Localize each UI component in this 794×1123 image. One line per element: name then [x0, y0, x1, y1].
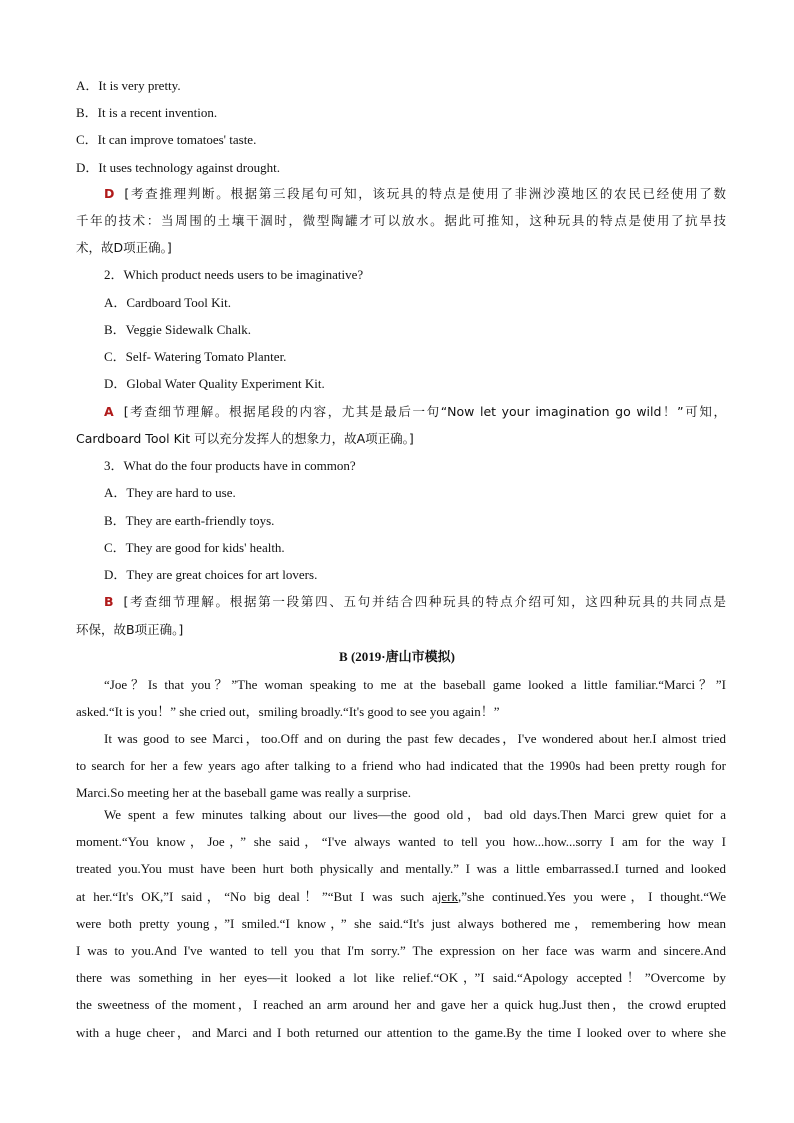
q2-option-d: D．Global Water Quality Experiment Kit. [104, 376, 325, 391]
passage-line-5: Marci.So meeting her at the baseball game was really a surprise. [76, 785, 411, 800]
q3-option-b: B．They are earth-friendly toys. [104, 513, 275, 528]
passage-line-1: “Joe？Is that you？”The woman speaking to me at the baseball game looked a little familiar.“Marci？”I [104, 677, 726, 692]
q3-option-c: C．They are good for kids' health. [104, 540, 285, 555]
q2-answer-letter: A [104, 404, 114, 419]
passage-line-9-start: at her.“It's OK,”I said，“No big deal！”“But I was such a [76, 889, 438, 904]
passage-line-3: It was good to see Marci，too.Off and on during the past few decades，I've wondered about her.I almost tried [104, 731, 726, 746]
q2-explanation-line1 [104, 403, 726, 421]
passage-line-11: I was to you.And I've wanted to tell you that I'm sorry.” The expression on her face was warm and sincere.And [76, 943, 726, 958]
passage-line-9-end: ,”she continued.Yes you were，I thought.“We [457, 889, 726, 904]
q3-explanation-text: [考查细节理解。根据第一段第四、五句并结合四种玩具的特点介绍可知，这四种玩具的共同点是 [123, 594, 726, 609]
q2-explanation-line2: Cardboard Tool Kit 可以充分发挥人的想象力，故A项正确。] [76, 431, 414, 446]
q3-explanation-line1 [104, 593, 726, 611]
q2-question: 2．Which product needs users to be imaginative? [104, 267, 364, 282]
q1-explanation-line3: 术，故D项正确。] [76, 240, 172, 255]
q2-option-b: B．Veggie Sidewalk Chalk. [104, 322, 251, 337]
q1-explanation-line2: 千年的技术：当周围的土壤干涸时，微型陶罐才可以放水。据此可推知，这种玩具的特点是使用了抗旱技 [76, 213, 726, 228]
passage-line-13: the sweetness of the moment，I reached an arm around her and gave her a quick hug.Just then，the crowd erupted [76, 997, 726, 1012]
q3-option-a: A．They are hard to use. [104, 485, 236, 500]
passage-line-8: treated you.You must have been hurt both physically and mentally.” I was a little embarrassed.I turned and looked [76, 861, 726, 876]
q2-explanation-text: [考查细节理解。根据尾段的内容，尤其是最后一句“Now let your imagination go wild！”可知， [123, 404, 726, 419]
q1-option-d: D．It uses technology against drought. [76, 160, 280, 175]
passage-line-9 [76, 888, 726, 906]
q3-answer-letter: B [104, 594, 114, 609]
section-b-heading: B (2019·唐山市模拟) [339, 649, 455, 664]
q3-question: 3．What do the four products have in common? [104, 458, 356, 473]
q1-option-a: A．It is very pretty. [76, 78, 181, 93]
q1-explanation-line1 [104, 185, 726, 203]
passage-line-14: with a huge cheer，and Marci and I both returned our attention to the game.By the time I looked over to where she [76, 1025, 726, 1040]
passage-line-10: were both pretty young，”I smiled.“I know，” she said.“It's just always bothered me，remembering how mean [76, 916, 726, 931]
q2-option-c: C．Self- Watering Tomato Planter. [104, 349, 287, 364]
q1-answer-letter: D [104, 186, 115, 201]
q2-option-a: A．Cardboard Tool Kit. [104, 295, 232, 310]
passage-line-6: We spent a few minutes talking about our lives—the good old，bad old days.Then Marci grew quiet for a [104, 807, 726, 822]
passage-line-12: there was something in her eyes—it looked a lot like relief.“OK，”I said.“Apology accepted！”Overcome by [76, 970, 726, 985]
q1-option-b: B．It is a recent invention. [76, 105, 218, 120]
q3-explanation-line2: 环保，故B项正确。] [76, 622, 184, 637]
vocab-word-jerk: jerk [437, 889, 458, 904]
passage-line-4: to search for her a few years ago after talking to a friend who had indicated that the 1990s had been pretty rough for [76, 758, 726, 773]
q1-option-c: C．It can improve tomatoes' taste. [76, 132, 257, 147]
q1-explanation-text: [考查推理判断。根据第三段尾句可知，该玩具的特点是使用了非洲沙漠地区的农民已经使用了数 [124, 186, 726, 201]
q3-option-d: D．They are great choices for art lovers. [104, 567, 318, 582]
passage-line-7: moment.“You know，Joe，” she said，“I've always wanted to tell you how...how...sorry I am for the way I [76, 834, 726, 849]
passage-line-2: asked.“It is you！” she cried out，smiling broadly.“It's good to see you again！” [76, 704, 500, 719]
